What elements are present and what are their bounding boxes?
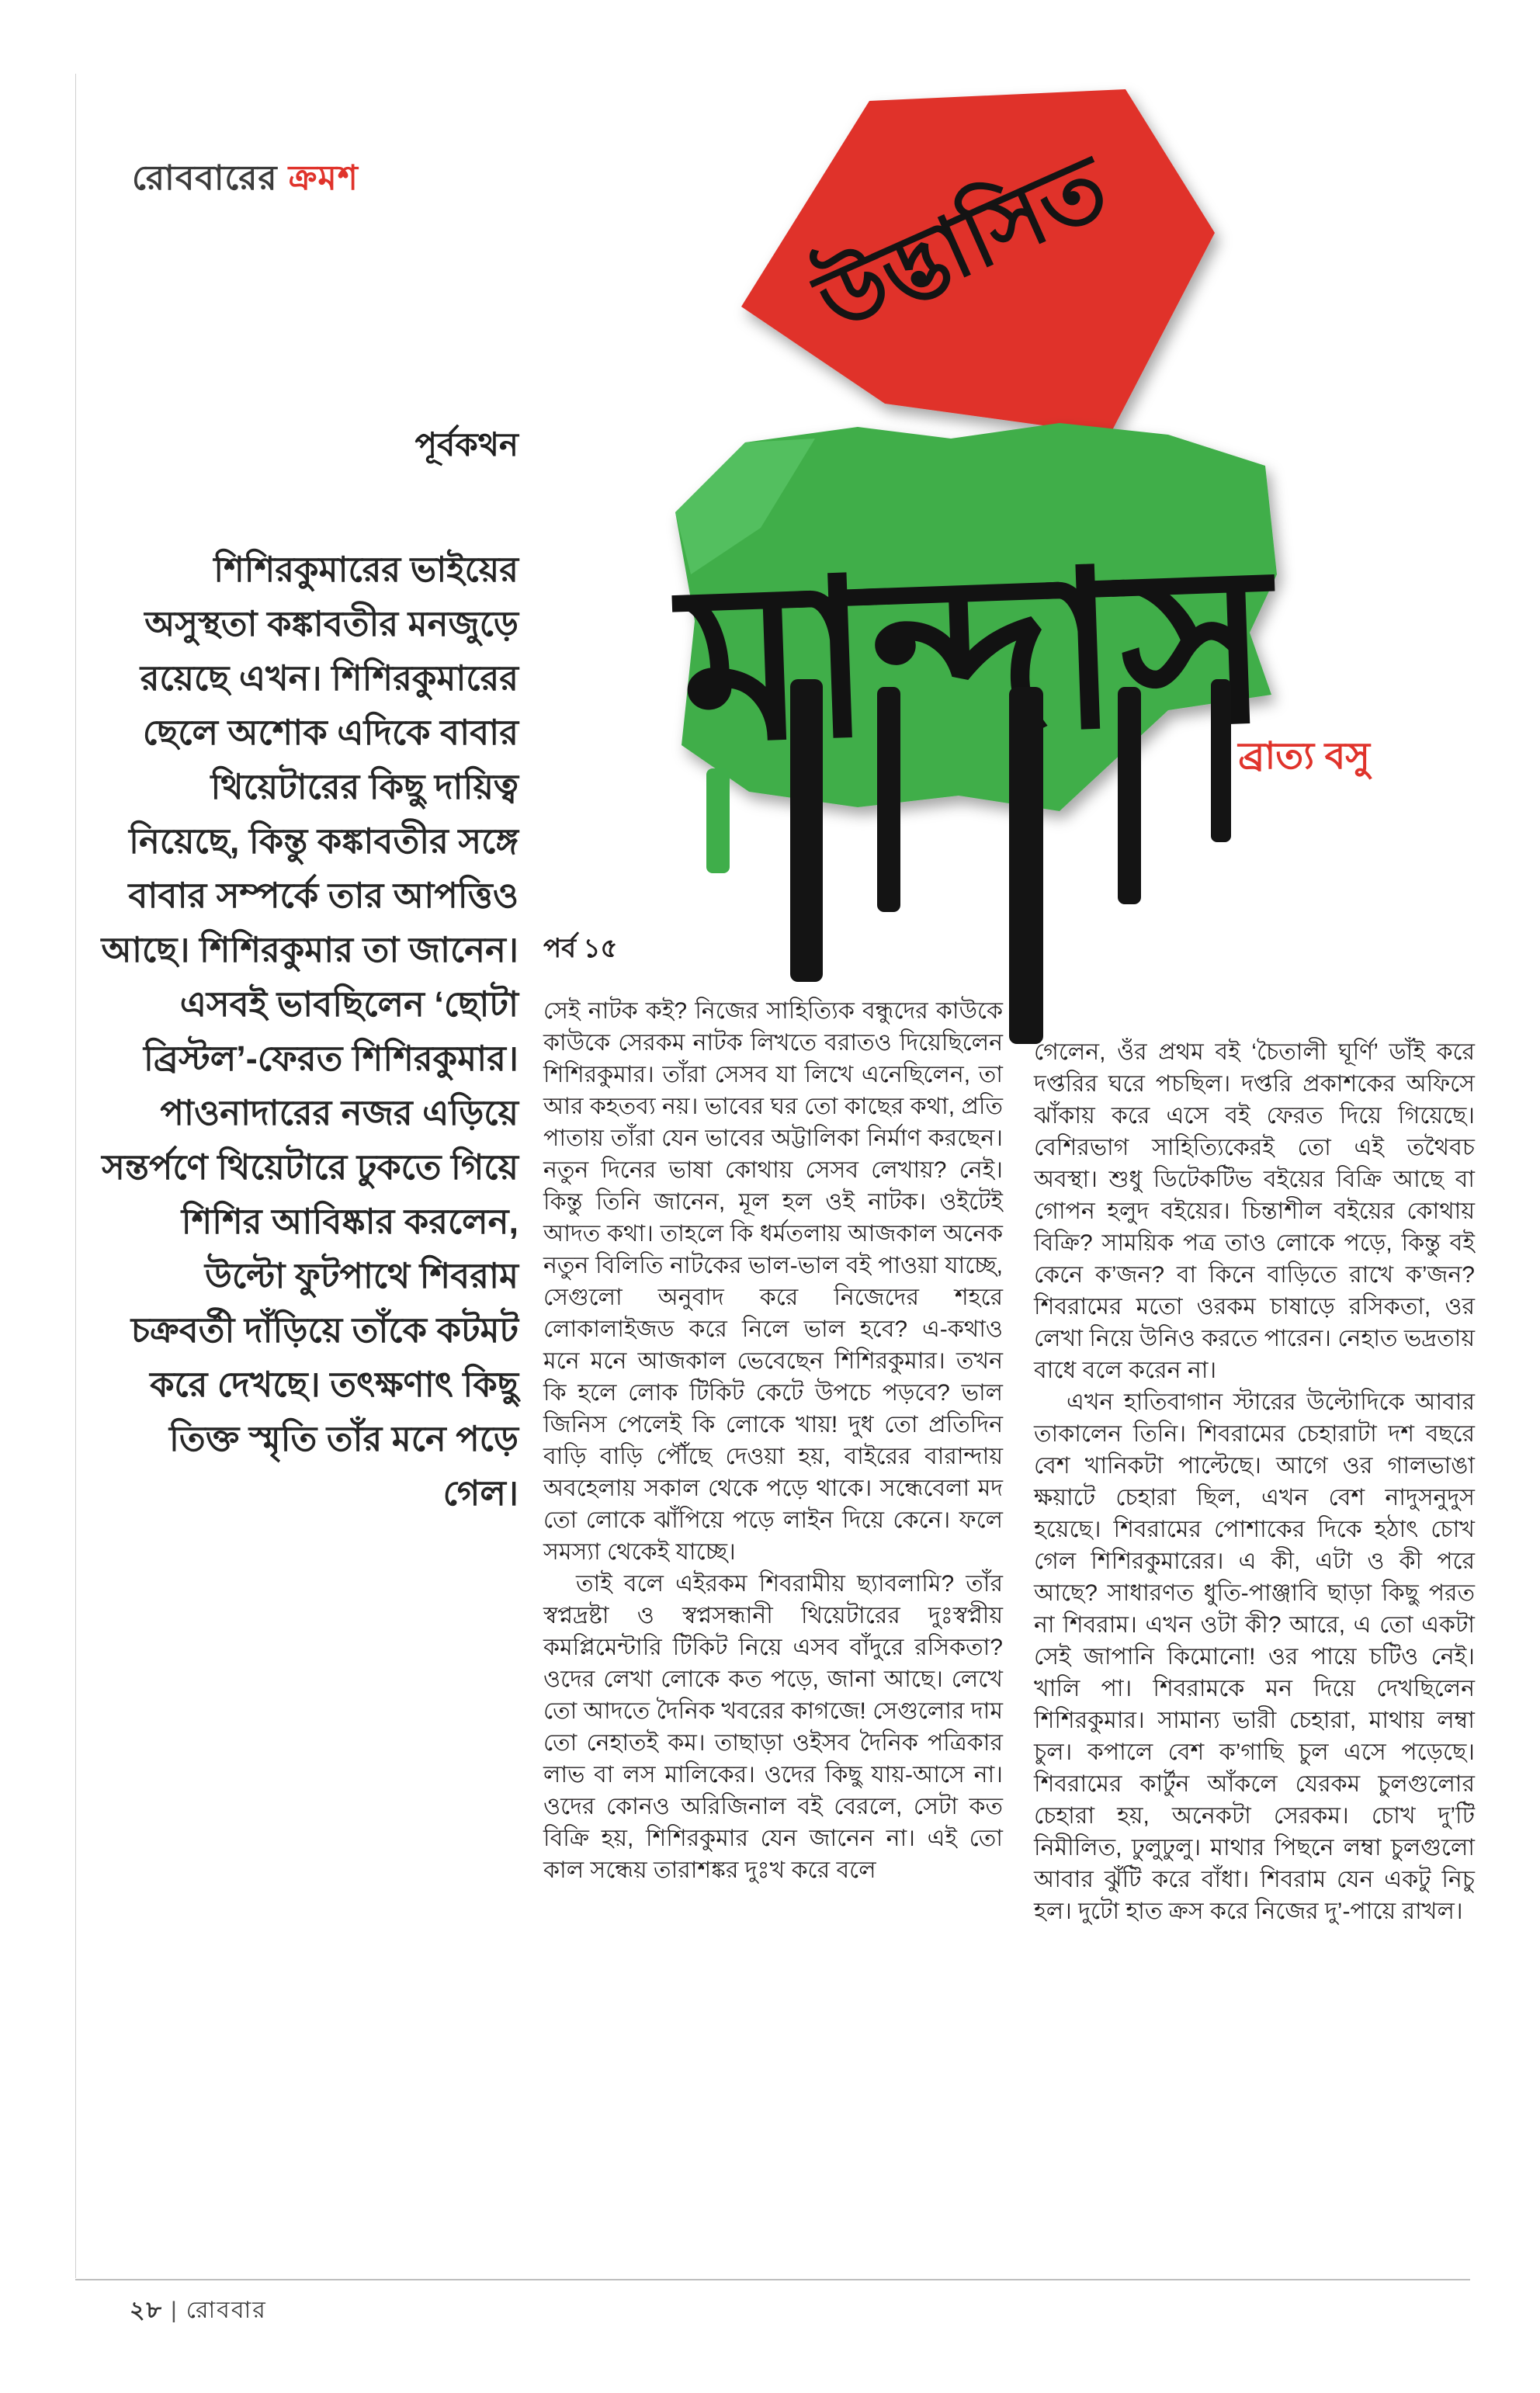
masthead-main-title: মান্দাস bbox=[676, 524, 1250, 787]
article-paragraph: এখন হাতিবাগান স্টারের উল্টোদিকে আবার তাকালেন তিনি। শিবরামের চেহারাটা দশ বছরে বেশ খানিকটা পাল্টেছে। আগে ওর গালভাঙা ক্ষয়াটে চেহারা ছিল, এখন বেশ নাদুসনুদুস হয়েছে। শিবরামের পোশাকের দিকে হঠাৎ চোখ গেল শিশিরকুমারের। এ কী, এটা ও কী পরে আছে? সাধারণত ধুতি-পাঞ্জাবি ছাড়া কিছু পরত না শিবরাম। এখন ওটা কী? আরে, এ তো একটা সেই জাপানি কিমোনো! ওর পায়ে চটিও নেই। খালি পা। শিবরামকে মন দিয়ে দেখছিলেন শিশিরকুমার। সামান্য ভারী চেহারা, মাথায় লম্বা চুল। কপালে বেশ ক’গাছি চুল এসে পড়েছে। শিবরামের কার্টুন আঁকলে যেরকম চুলগুলোর চেহারা হয়, অনেকটা সেরকম। চোখ দু’টি নিমীলিত, ঢুলুঢুলু। মাথার পিছনে লম্বা চুলগুলো আবার ঝুঁটি করে বাঁধা। শিবরাম যেন একটু নিচু হল। দুটো হাত ক্রস করে নিজের দু’-পায়ে রাখল। bbox=[1034, 1389, 1475, 1924]
article-paragraph: সেই নাটক কই? নিজের সাহিত্যিক বন্ধুদের কাউকে কাউকে সেরকম নাটক লিখতে বরাতও দিয়েছিলেন শিশিরকুমার। তাঁরা সেসব যা লিখে এনেছিলেন, তা আর কহতব্য নয়। ভাবের ঘর তো কাছের কথা, প্রতি পাতায় তাঁরা যেন ভাবের অট্টালিকা নির্মাণ করছেন। নতুন দিনের ভাষা কোথায় সেসব লেখায়? নেই। কিন্তু তিনি জানেন, মূল হল ওই নাটক। ওইটেই আদত কথা। তাহলে কি ধর্মতলায় আজকাল অনেক নতুন বিলিতি নাটকের ভাল-ভাল বই পাওয়া যাচ্ছে, সেগুলো অনুবাদ করে নিজেদের শহরে লোকালাইজড করে নিলে ভাল হবে? এ-কথাও মনে মনে আজকাল ভেবেছেন শিশিরকুমার। তখন কি হলে লোক টিকিট কেটে উপচে পড়বে? ভাল জিনিস পেলেই কি লোকে খায়! দুধ তো প্রতিদিন বাড়ি বাড়ি পৌঁছে দেওয়া হয়, বাইরের বারান্দায় অবহেলায় সকাল থেকে পড়ে থাকে। সন্ধেবেলা মদ তো লোকে ঝাঁপিয়ে পড়ে লাইন দিয়ে কেনে। ফলে সমস্যা থেকেই যাচ্ছে। bbox=[543, 998, 1003, 1565]
masthead-drip bbox=[790, 679, 823, 982]
left-margin-rule bbox=[75, 74, 76, 2278]
running-head bbox=[132, 152, 359, 209]
serial-tag: ক্রমশ bbox=[288, 159, 359, 197]
article-paragraph: তাই বলে এইরকম শিবরামীয় ছ্যাবলামি? তাঁর স্বপ্নদ্রষ্টা ও স্বপ্নসন্ধানী থিয়েটারের দুঃস্বপ্নীয় কমপ্লিমেন্টারি টিকিট নিয়ে এসব বাঁদুরে রসিকতা? ওদের লেখা লোকে কত পড়ে, জানা আছে। লেখে তো আদতে দৈনিক খবরের কাগজে! সেগুলোর দাম তো নেহাতই কম। তাছাড়া ওইসব দৈনিক পত্রিকার লাভ বা লস মালিকের। ওদের কিছু যায়-আসে না। ওদের কোনও অরিজিনাল বই বেরলে, সেটা কত বিক্রি হয়, শিশিরকুমার যেন জানেন না। এই তো কাল সন্ধেয় তারাশঙ্কর দুঃখ করে বলে bbox=[543, 1571, 1003, 1883]
running-head-brand: রোববারের bbox=[132, 159, 278, 197]
page-number: ২৮ bbox=[130, 2298, 163, 2323]
masthead-drip bbox=[1118, 687, 1141, 904]
masthead-drip bbox=[1009, 687, 1043, 1044]
author-byline: ব্রাত্য বসু bbox=[1238, 736, 1370, 777]
footer-separator: | bbox=[170, 2298, 179, 2323]
episode-label: পর্ব ১৫ bbox=[543, 934, 618, 963]
magazine-name: রোববার bbox=[186, 2298, 267, 2323]
page-footer bbox=[130, 2291, 267, 2331]
prologue-heading: পূর্বকথন bbox=[414, 426, 519, 463]
footer-rule bbox=[75, 2279, 1470, 2280]
masthead-artwork bbox=[621, 74, 1320, 1060]
article-paragraph: গেলেন, ওঁর প্রথম বই ‘চৈতালী ঘূর্ণি’ ডাঁই করে দপ্তরির ঘরে পচছিল। দপ্তরি প্রকাশকের অফিসে ঝাঁকায় করে এসে বই ফেরত দিয়ে গিয়েছে। বেশিরভাগ সাহিত্যিকেরই তো এই তথৈবচ অবস্থা। শুধু ডিটেকটিভ বইয়ের বিক্রি আছে বা গোপন হলুদ বইয়ের। চিন্তাশীল বইয়ের কোথায় বিক্রি? সাময়িক পত্র তাও লোকে পড়ে, কিন্তু বই কেনে ক’জন? বা কিনে বাড়িতে রাখে ক’জন? শিবরামের মতো ওরকম চাষাড়ে রসিকতা, ওর লেখা নিয়ে উনিও করতে পারেন। নেহাত ভদ্রতায় বাধে বলে করেন না। bbox=[1034, 1039, 1475, 1383]
article-column-1 bbox=[543, 995, 1003, 1886]
masthead-green-drip bbox=[706, 768, 730, 873]
article-column-2 bbox=[1034, 1036, 1475, 1927]
prologue-section bbox=[99, 419, 519, 1521]
masthead-top-line: উদ্ভাসিত bbox=[802, 137, 1122, 353]
masthead-drip bbox=[877, 687, 900, 912]
prologue-text: শিশিরকুমারের ভাইয়ের অসুস্থতা কঙ্কাবতীর মনজুড়ে রয়েছে এখন। শিশিরকুমারের ছেলে অশোক এদিকে বাবার থিয়েটারের কিছু দায়িত্ব নিয়েছে, কিন্তু কঙ্কাবতীর সঙ্গে বাবার সম্পর্কে তার আপত্তিও আছে। শিশিরকুমার তা জানেন। এসবই ভাবছিলেন ‘ছোটা ব্রিস্টল’-ফেরত শিশিরকুমার। পাওনাদারের নজর এড়িয়ে সন্তর্পণে থিয়েটারে ঢুকতে গিয়ে শিশির আবিষ্কার করলেন, উল্টো ফুটপাথে শিবরাম চক্রবর্তী দাঁড়িয়ে তাঁকে কটমট করে দেখছে। তৎক্ষণাৎ কিছু তিক্ত স্মৃতি তাঁর মনে পড়ে গেল। bbox=[101, 550, 519, 1513]
